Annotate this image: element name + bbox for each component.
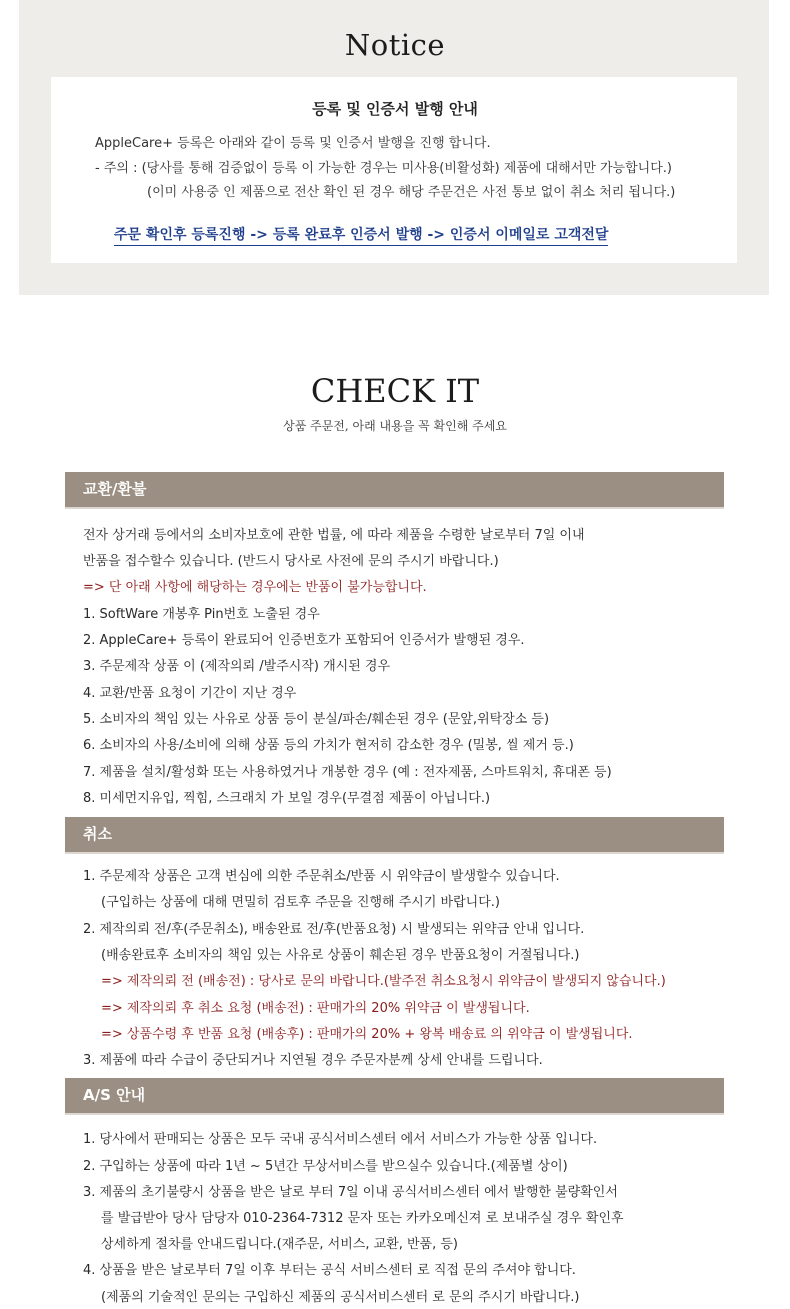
registration-flow: 주문 확인후 등록진행 -> 등록 완료후 인증서 발행 -> 인증서 이메일로 고객전달 [114, 224, 608, 246]
section-header-exchange: 교환/환불 [65, 472, 724, 507]
cancel-note: (구입하는 상품에 대해 면밀히 검토후 주문을 진행해 주시기 바랍니다.) [101, 895, 500, 910]
as-item: 1. 당사에서 판매되는 상품은 모두 국내 공식서비스센터 에서 서비스가 가능한 상품 입니다. [83, 1132, 598, 1147]
cancel-note: (배송완료후 소비자의 책임 있는 사유로 상품이 훼손된 경우 반품요청이 거절됩니다.) [101, 948, 580, 963]
check-title: CHECK IT [310, 372, 480, 410]
notice-heading: 등록 및 인증서 발행 안내 [312, 100, 478, 118]
exchange-item: 6. 소비자의 사용/소비에 의해 상품 등의 가치가 현저히 감소한 경우 (밀봉, 씰 제거 등.) [83, 738, 574, 753]
as-note: (제품의 기술적인 문의는 구입하신 제품의 공식서비스센터 로 문의 주시기 바랍니다.) [101, 1290, 580, 1305]
cancel-warning: => 제작의뢰 후 취소 요청 (배송전) : 판매가의 20% 위약금 이 발생됩니다. [101, 1001, 530, 1016]
exchange-item: 3. 주문제작 상품 이 (제작의뢰 /발주시작) 개시된 경우 [83, 659, 391, 674]
section-header-as: A/S 안내 [65, 1078, 724, 1113]
cancel-item: 2. 제작의뢰 전/후(주문취소), 배송완료 전/후(반품요청) 시 발생되는 위약금 안내 입니다. [83, 922, 585, 937]
section-divider [65, 852, 724, 854]
section-divider [65, 1113, 724, 1115]
notice-title: Notice [344, 28, 446, 62]
notice-line: AppleCare+ 등록은 아래와 같이 등록 및 인증서 발행을 진행 합니다. [95, 136, 491, 151]
exchange-line: 전자 상거래 등에서의 소비자보호에 관한 법률, 에 따라 제품을 수령한 날로부터 7일 이내 [83, 528, 585, 543]
as-item: 2. 구입하는 상품에 따라 1년 ~ 5년간 무상서비스를 받으실수 있습니다.(제품별 상이) [83, 1159, 568, 1174]
cancel-warning: => 제작의뢰 전 (배송전) : 당사로 문의 바랍니다.(발주전 취소요청시 위약금이 발생되지 않습니다.) [101, 974, 666, 989]
exchange-item: 7. 제품을 설치/활성화 또는 사용하였거나 개봉한 경우 (예 : 전자제품, 스마트워치, 휴대폰 등) [83, 765, 612, 780]
exchange-line: 반품을 접수할수 있습니다. (반드시 당사로 사전에 문의 주시기 바랍니다.) [83, 554, 499, 569]
exchange-warning: => 단 아래 사항에 해당하는 경우에는 반품이 불가능합니다. [83, 580, 427, 595]
as-item: 4. 상품을 받은 날로부터 7일 이후 부터는 공식 서비스센터 로 직접 문의 주셔야 합니다. [83, 1263, 576, 1278]
exchange-item: 2. AppleCare+ 등록이 완료되어 인증번호가 포함되어 인증서가 발행된 경우. [83, 633, 525, 648]
section-header-cancel: 취소 [65, 817, 724, 852]
exchange-item: 8. 미세먼지유입, 찍힘, 스크래치 가 보일 경우(무결점 제품이 아닙니다.) [83, 791, 491, 806]
exchange-item: 1. SoftWare 개봉후 Pin번호 노출된 경우 [83, 607, 320, 622]
check-subtitle: 상품 주문전, 아래 내용을 꼭 확인해 주세요 [283, 419, 507, 433]
as-item-continued: 를 발급받아 당사 담당자 010-2364-7312 문자 또는 카카오메신져 로 보내주실 경우 확인후 [101, 1211, 624, 1226]
as-item: 3. 제품의 초기불량시 상품을 받은 날로 부터 7일 이내 공식서비스센터 에서 발행한 불량확인서 [83, 1185, 618, 1200]
exchange-item: 4. 교환/반품 요청이 기간이 지난 경우 [83, 686, 297, 701]
section-divider [65, 507, 724, 509]
exchange-item: 5. 소비자의 책임 있는 사유로 상품 등이 분실/파손/훼손된 경우 (문앞,위탁장소 등) [83, 712, 550, 727]
cancel-warning: => 상품수령 후 반품 요청 (배송후) : 판매가의 20% + 왕복 배송료 의 위약금 이 발생됩니다. [101, 1027, 633, 1042]
cancel-item: 1. 주문제작 상품은 고객 변심에 의한 주문취소/반품 시 위약금이 발생할수 있습니다. [83, 869, 560, 884]
notice-line: (이미 사용중 인 제품으로 전산 확인 된 경우 해당 주문건은 사전 통보 없이 취소 처리 됩니다.) [147, 185, 676, 200]
cancel-item: 3. 제품에 따라 수급이 중단되거나 지연될 경우 주문자분께 상세 안내를 드립니다. [83, 1053, 543, 1068]
notice-line: - 주의 : (당사를 통해 검증없이 등록 이 가능한 경우는 미사용(비활성화) 제품에 대해서만 가능합니다.) [95, 161, 672, 176]
as-item-continued: 상세하게 절차를 안내드립니다.(재주문, 서비스, 교환, 반품, 등) [101, 1237, 458, 1252]
